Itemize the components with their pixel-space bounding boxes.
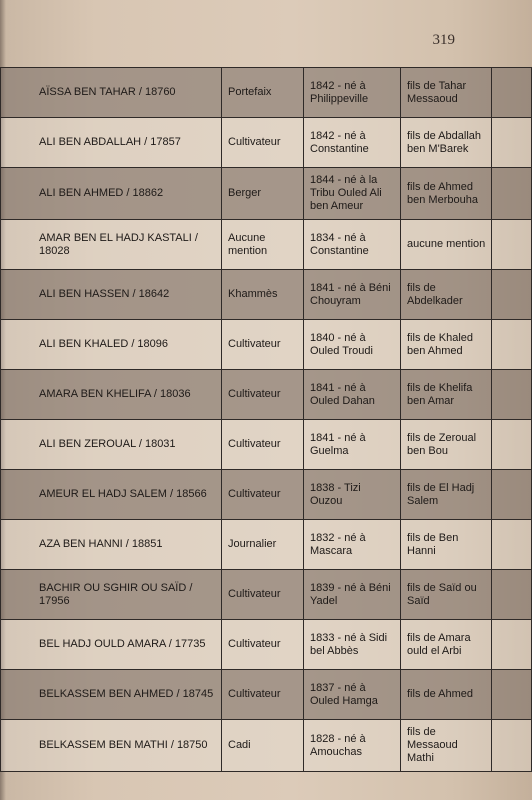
occupation-cell: Cultivateur	[222, 620, 304, 670]
table-row	[1, 168, 532, 220]
birth-cell: 1839 - né à Béni Yadel	[304, 570, 401, 620]
table-row	[1, 620, 532, 670]
filiation-cell: fils de Messaoud Mathi	[401, 720, 492, 772]
filiation-cell: fils de Ahmed ben Merbouha	[401, 168, 492, 220]
empty-cell	[492, 168, 532, 220]
table-row	[1, 720, 532, 772]
name-cell: ALI BEN KHALED / 18096	[1, 320, 222, 370]
birth-cell: 1841 - né à Guelma	[304, 420, 401, 470]
filiation-cell: fils de Saïd ou Saïd	[401, 570, 492, 620]
empty-cell	[492, 370, 532, 420]
filiation-cell: fils de Abdelkader	[401, 270, 492, 320]
empty-cell	[492, 270, 532, 320]
occupation-cell: Cultivateur	[222, 320, 304, 370]
name-cell: BELKASSEM BEN MATHI / 18750	[1, 720, 222, 772]
empty-cell	[492, 470, 532, 520]
occupation-cell: Aucune mention	[222, 220, 304, 270]
table-row	[1, 270, 532, 320]
filiation-cell: fils de Abdallah ben M'Barek	[401, 118, 492, 168]
occupation-cell: Journalier	[222, 520, 304, 570]
empty-cell	[492, 670, 532, 720]
filiation-cell: fils de Tahar Messaoud	[401, 68, 492, 118]
filiation-cell: aucune mention	[401, 220, 492, 270]
name-cell: ALI BEN ZEROUAL / 18031	[1, 420, 222, 470]
occupation-cell: Berger	[222, 168, 304, 220]
empty-cell	[492, 420, 532, 470]
occupation-cell: Cultivateur	[222, 370, 304, 420]
occupation-cell: Portefaix	[222, 68, 304, 118]
birth-cell: 1840 - né à Ouled Troudi	[304, 320, 401, 370]
empty-cell	[492, 620, 532, 670]
records-table-container	[0, 67, 486, 772]
birth-cell: 1841 - né à Ouled Dahan	[304, 370, 401, 420]
birth-cell: 1837 - né à Ouled Hamga	[304, 670, 401, 720]
birth-cell: 1838 - Tizi Ouzou	[304, 470, 401, 520]
occupation-cell: Cultivateur	[222, 420, 304, 470]
name-cell: ALI BEN AHMED / 18862	[1, 168, 222, 220]
empty-cell	[492, 118, 532, 168]
birth-cell: 1842 - né à Constantine	[304, 118, 401, 168]
records-table	[0, 67, 532, 772]
empty-cell	[492, 720, 532, 772]
table-row	[1, 420, 532, 470]
name-cell: ALI BEN HASSEN / 18642	[1, 270, 222, 320]
occupation-cell: Khammès	[222, 270, 304, 320]
table-row	[1, 520, 532, 570]
birth-cell: 1832 - né à Mascara	[304, 520, 401, 570]
birth-cell: 1842 - né à Philippeville	[304, 68, 401, 118]
name-cell: AZA BEN HANNI / 18851	[1, 520, 222, 570]
birth-cell: 1833 - né à Sidi bel Abbès	[304, 620, 401, 670]
occupation-cell: Cultivateur	[222, 670, 304, 720]
filiation-cell: fils de Amara ould el Arbi	[401, 620, 492, 670]
empty-cell	[492, 220, 532, 270]
name-cell: AMAR BEN EL HADJ KASTALI / 18028	[1, 220, 222, 270]
table-row	[1, 470, 532, 520]
name-cell: BELKASSEM BEN AHMED / 18745	[1, 670, 222, 720]
page-number: 319	[432, 32, 455, 48]
name-cell: ALI BEN ABDALLAH / 17857	[1, 118, 222, 168]
filiation-cell: fils de Ahmed	[401, 670, 492, 720]
name-cell: BEL HADJ OULD AMARA / 17735	[1, 620, 222, 670]
name-cell: AMEUR EL HADJ SALEM / 18566	[1, 470, 222, 520]
occupation-cell: Cultivateur	[222, 470, 304, 520]
filiation-cell: fils de Khaled ben Ahmed	[401, 320, 492, 370]
filiation-cell: fils de El Hadj Salem	[401, 470, 492, 520]
empty-cell	[492, 320, 532, 370]
empty-cell	[492, 570, 532, 620]
birth-cell: 1828 - né à Amouchas	[304, 720, 401, 772]
table-row	[1, 320, 532, 370]
filiation-cell: fils de Khelifa ben Amar	[401, 370, 492, 420]
empty-cell	[492, 520, 532, 570]
filiation-cell: fils de Zeroual ben Bou	[401, 420, 492, 470]
filiation-cell: fils de Ben Hanni	[401, 520, 492, 570]
table-row	[1, 68, 532, 118]
table-row	[1, 370, 532, 420]
empty-cell	[492, 68, 532, 118]
name-cell: BACHIR OU SGHIR OU SAÏD / 17956	[1, 570, 222, 620]
birth-cell: 1844 - né à la Tribu Ouled Ali ben Ameur	[304, 168, 401, 220]
table-row	[1, 570, 532, 620]
table-row	[1, 220, 532, 270]
name-cell: AMARA BEN KHELIFA / 18036	[1, 370, 222, 420]
occupation-cell: Cadi	[222, 720, 304, 772]
table-row	[1, 670, 532, 720]
occupation-cell: Cultivateur	[222, 570, 304, 620]
birth-cell: 1834 - né à Constantine	[304, 220, 401, 270]
name-cell: AÏSSA BEN TAHAR / 18760	[1, 68, 222, 118]
birth-cell: 1841 - né à Béni Chouyram	[304, 270, 401, 320]
occupation-cell: Cultivateur	[222, 118, 304, 168]
table-row	[1, 118, 532, 168]
